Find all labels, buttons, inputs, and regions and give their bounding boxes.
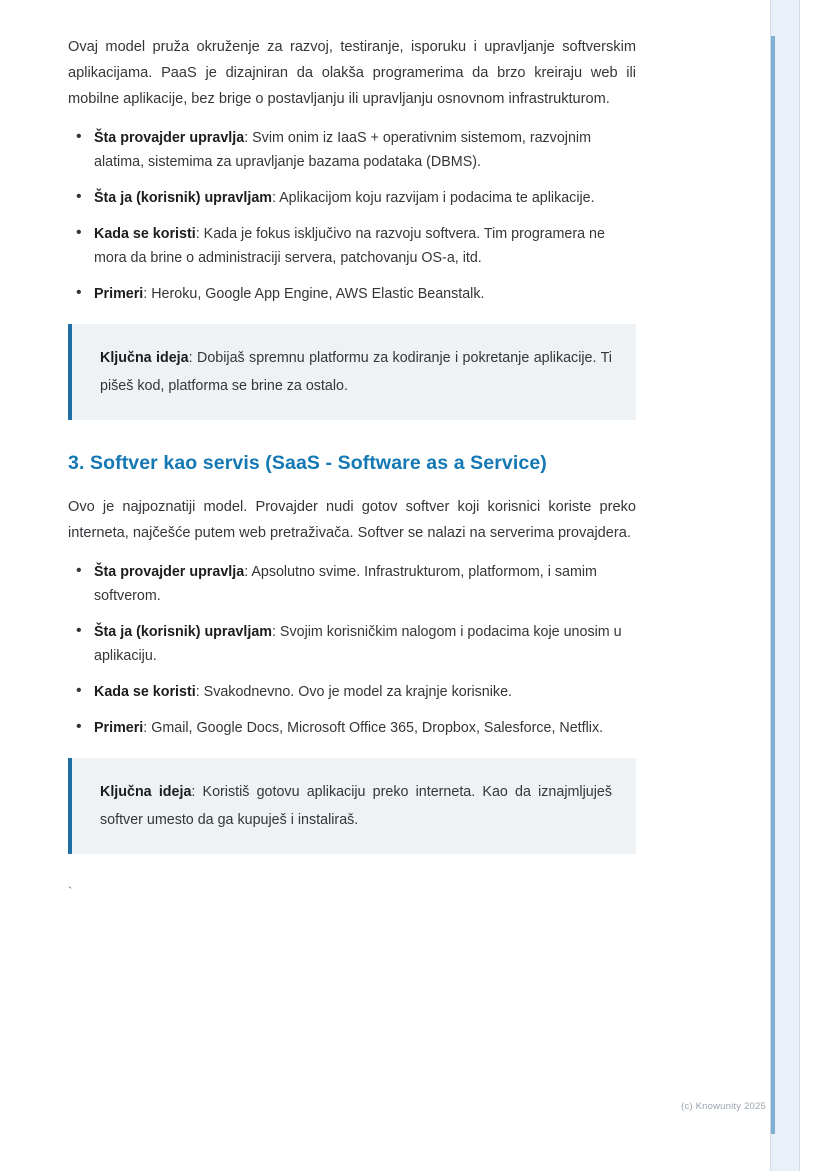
list-item — [92, 620, 636, 668]
list-item-label: Kada se koristi — [94, 684, 196, 700]
callout-paragraph — [100, 344, 612, 400]
list-item — [92, 282, 636, 306]
list-item-label: Primeri — [94, 286, 144, 302]
saas-paragraph: Ovo je najpoznatiji model. Provajder nudi gotov softver koji korisnici koriste preko interneta, najčešće putem web pretraživača. Softver se nalazi na serverima provajdera. — [68, 499, 636, 541]
list-item — [92, 560, 636, 608]
list-item-text: : Gmail, Google Docs, Microsoft Office 365, Dropbox, Salesforce, Netflix. — [143, 720, 604, 736]
copyright-footer: (c) Knowunity 2025 — [681, 1101, 766, 1112]
list-item-text: : Apsolutno svime. Infrastrukturom, platformom, i samim softverom. — [94, 564, 597, 604]
document-content — [68, 34, 636, 902]
list-item-text: : Aplikacijom koju razvijam i podacima te aplikacije. — [271, 190, 595, 206]
list-item-text: : Svojim korisničkim nalogom i podacima koje unosim u aplikaciju. — [94, 624, 622, 664]
list-item-text: : Heroku, Google App Engine, AWS Elastic Beanstalk. — [143, 286, 485, 302]
stray-backtick: ` — [68, 884, 73, 899]
paas-key-idea-callout — [68, 324, 636, 420]
callout-text: : Koristiš gotovu aplikaciju preko interneta. Kao da iznajmljuješ softver umesto da ga kupuješ i instaliraš. — [100, 784, 612, 828]
callout-label: Ključna ideja — [100, 350, 189, 366]
page-scroll-rail[interactable] — [770, 0, 800, 1171]
list-item-text: : Svim onim iz IaaS + operativnim sistemom, razvojnim alatima, sistemima za upravljanje bazama podataka (DBMS). — [94, 130, 591, 170]
list-item-label: Šta ja (korisnik) upravljam — [94, 624, 272, 640]
list-item-label: Šta provajder upravlja — [94, 130, 245, 146]
paas-bullet-list — [68, 126, 636, 306]
list-item-label: Šta ja (korisnik) upravljam — [94, 190, 272, 206]
intro-paragraph: Ovaj model pruža okruženje za razvoj, testiranje, isporuku i upravljanje softverskim aplikacijama. PaaS je dizajniran da olakša programerima da brzo kreiraju web ili mobilne aplikacije, bez brige o postavljanju ili upravljanju osnovnom infrastrukturom. — [68, 39, 636, 107]
saas-section-heading: 3. Softver kao servis (SaaS - Software as a Service) — [68, 452, 547, 474]
list-item — [92, 716, 636, 740]
list-item-text: : Kada je fokus isključivo na razvoju softvera. Tim programera ne mora da brine o administraciji servera, patchovanju OS-a, itd. — [94, 226, 605, 266]
list-item — [92, 222, 636, 270]
callout-paragraph — [100, 778, 612, 834]
list-item-label: Primeri — [94, 720, 144, 736]
callout-text: : Dobijaš spremnu platformu za kodiranje i pokretanje aplikacije. Ti pišeš kod, platforma se brine za ostalo. — [100, 350, 612, 394]
list-item-label: Šta provajder upravlja — [94, 564, 245, 580]
list-item-label: Kada se koristi — [94, 226, 196, 242]
list-item — [92, 126, 636, 174]
saas-bullet-list — [68, 560, 636, 740]
list-item — [92, 186, 636, 210]
list-item-text: : Svakodnevno. Ovo je model za krajnje korisnike. — [195, 684, 512, 700]
page-scroll-thumb[interactable] — [771, 36, 775, 1134]
callout-label: Ključna ideja — [100, 784, 192, 800]
list-item — [92, 680, 636, 704]
saas-key-idea-callout — [68, 758, 636, 854]
